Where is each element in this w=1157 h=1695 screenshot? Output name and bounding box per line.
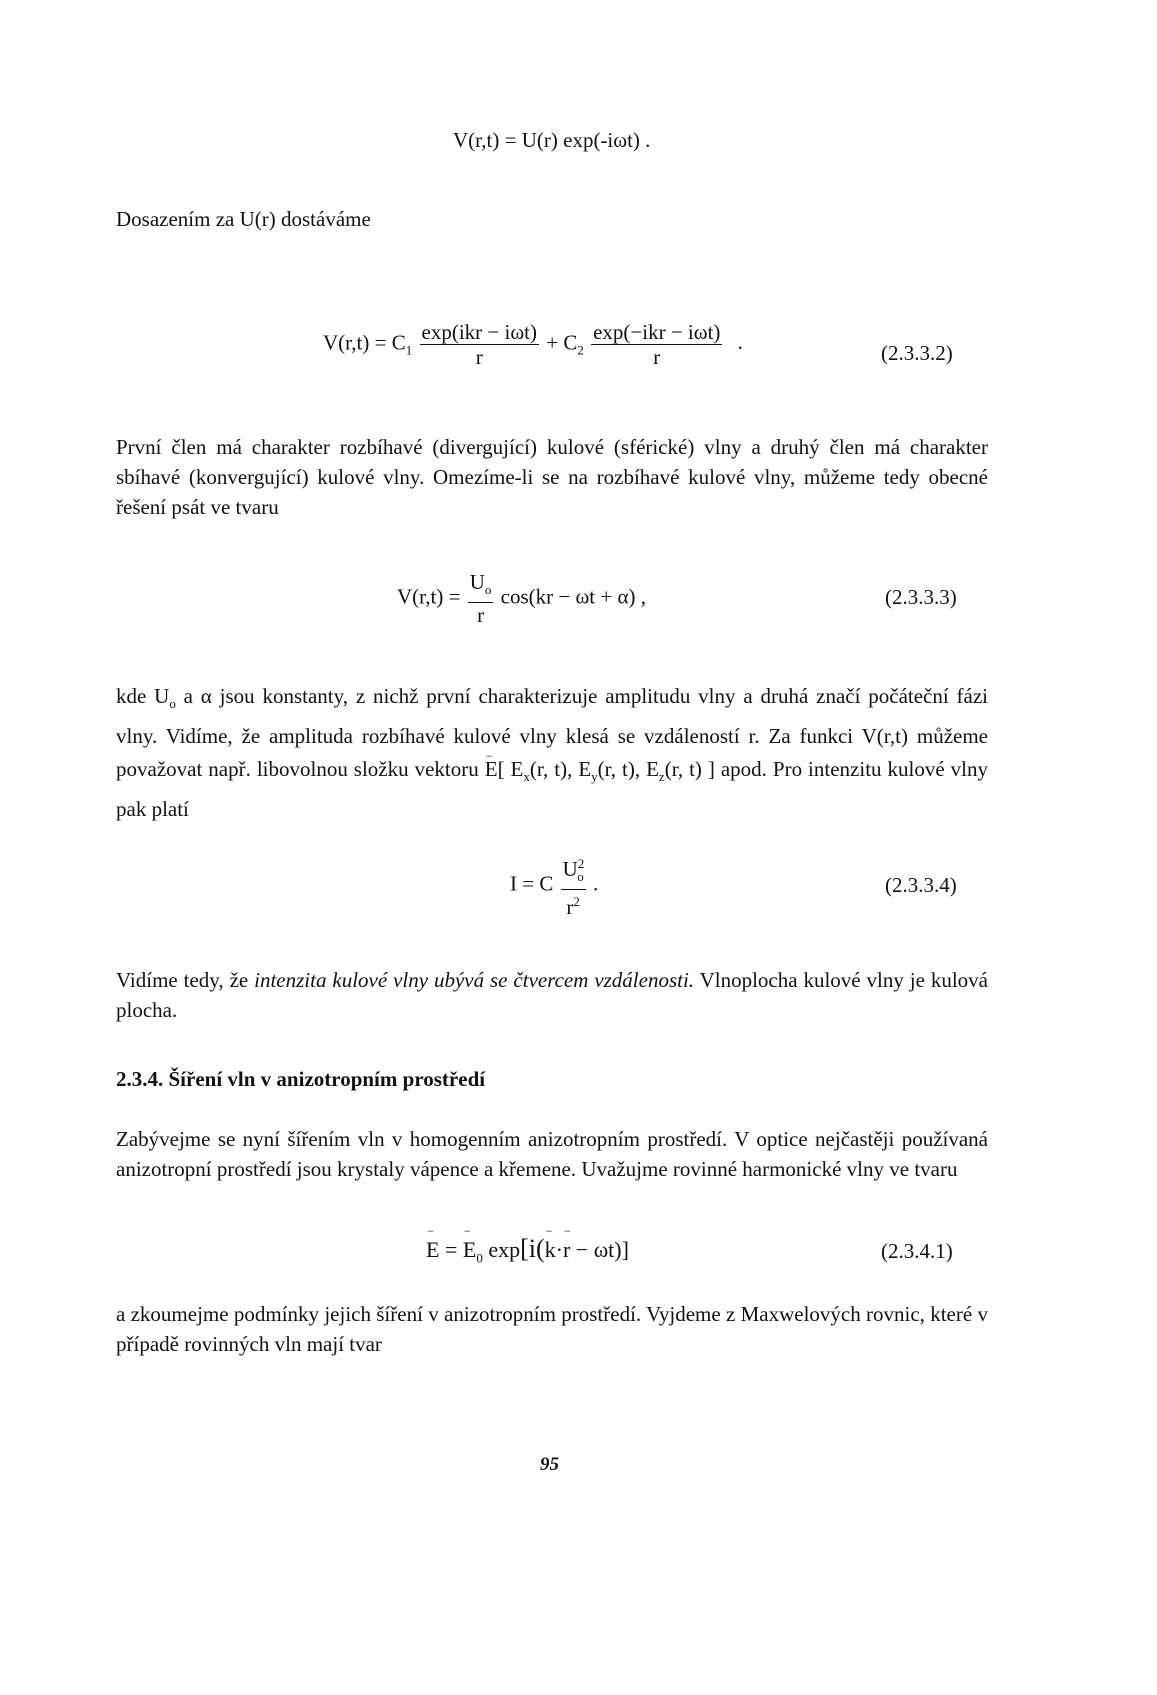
kde-part-c: [ E <box>497 757 524 782</box>
kde-y-sub: y <box>591 769 598 785</box>
eq2341-eq: = <box>439 1237 463 1262</box>
page-number: 95 <box>540 1454 559 1475</box>
kde-vector-e: − E <box>485 753 498 786</box>
vidime-italic: intenzita kulové vlny ubývá se čtvercem vzdálenosti. <box>254 968 695 992</box>
eq2332-num1: exp(ikr − iωt) <box>421 320 537 344</box>
section-heading: 2.3.4. Šíření vln v anizotropním prostředí <box>116 1067 486 1091</box>
eq2334-num: U <box>562 857 578 881</box>
eq2334-num-sub: o <box>577 869 584 885</box>
eq2341-r: − r <box>563 1237 570 1263</box>
eq2334-num-wrap <box>561 852 586 889</box>
equation-number-2-3-3-4: (2.3.3.4) <box>885 873 957 897</box>
eq2341-e1: − E <box>426 1237 439 1263</box>
eq2341-bracket: [i( <box>520 1234 545 1263</box>
equation-2-3-4-1 <box>426 1234 629 1266</box>
kde-part-b: a α jsou konstanty, z nichž první charakterizuje amplitudu vlny a druhá značí počáteční fázi vlny. Vidíme, že amplituda rozbíhavé kulové vlny klesá se vzdáleností r. Za funkci V(r,t) můžeme považovat např. libovolnou složku vektoru <box>116 684 988 782</box>
kde-part-e: (r, t), E <box>597 757 659 782</box>
paragraph-prvni-clen: První člen má charakter rozbíhavé (divergující) kulové (sférické) vlny a druhý člen má charakter sbíhavé (konvergující) kulové vlny. Omezíme-li se na rozbíhavé kulové vlny, můžeme tedy obecné řešení psát ve tvaru <box>116 435 988 519</box>
eq2334-den: r <box>566 895 574 920</box>
equation-v-rt-lhs: V(r,t) = U(r) exp(-iωt) <box>453 128 640 152</box>
eq2332-plus: + C <box>546 330 578 355</box>
eq2341-dot: · <box>555 1237 563 1262</box>
kde-part-f: (r, t) ] apod. Pro intenzitu kulové vlny pak platí <box>116 757 988 822</box>
paragraph-kde <box>116 680 988 826</box>
eq2333-den: r <box>468 602 494 627</box>
eq2341-tail: − ωt)] <box>570 1237 629 1262</box>
eq2341-e2-sub: 0 <box>476 1250 483 1266</box>
equation-number-2-3-4-1: (2.3.4.1) <box>881 1239 953 1263</box>
eq2332-end: . <box>737 330 743 355</box>
eq2333-fraction <box>468 570 494 627</box>
paragraph-zabyvejme: Zabývejme se nyní šířením vln v homogenním anizotropním prostředí. V optice nejčastěji používaná anizotropní prostředí jsou krystaly vápence a křemene. Uvažujme rovinné harmonické vlny ve tvaru <box>116 1127 988 1181</box>
eq2332-den1: r <box>420 344 539 369</box>
eq2332-den2: r <box>591 344 722 369</box>
vidime-part-b: Vlnoplocha kulové vlny je kulová plocha. <box>116 968 988 1022</box>
equation-2-3-3-2 <box>323 320 743 369</box>
eq2333-num: U <box>469 570 485 594</box>
equation-2-3-3-3 <box>397 570 646 627</box>
eq2334-den-sup: 2 <box>573 894 580 910</box>
kde-z-sub: z <box>658 769 665 785</box>
kde-x-sub: x <box>523 769 530 785</box>
paragraph-dosazenim: Dosazením za U(r) dostáváme <box>116 207 371 231</box>
eq2334-lhs: I = C <box>510 871 554 896</box>
eq2332-fraction-1 <box>420 320 539 369</box>
eq2341-e2: − E <box>463 1237 476 1263</box>
equation-v-rt <box>453 128 650 153</box>
kde-u-sub: o <box>169 696 176 712</box>
eq2332-num2: exp(−ikr − iωt) <box>593 320 721 344</box>
equation-number-2-3-3-3: (2.3.3.3) <box>885 585 957 609</box>
eq2332-c1-sub: 1 <box>405 342 413 358</box>
eq2341-exp: exp <box>482 1237 521 1262</box>
equation-v-rt-end: . <box>645 128 651 152</box>
eq2341-k: − k <box>545 1237 556 1263</box>
eq2334-end: . <box>593 871 599 896</box>
kde-part-d: (r, t), E <box>529 757 592 782</box>
equation-2-3-3-4 <box>510 852 598 919</box>
eq2334-den-wrap <box>561 889 586 919</box>
eq2332-c2-sub: 2 <box>577 342 584 358</box>
eq2333-num-sub: o <box>484 582 492 598</box>
eq2334-num-sup: 2 <box>577 856 585 871</box>
eq2333-lhs: V(r,t) = <box>397 584 461 609</box>
eq2333-rhs: cos(kr − ωt + α) , <box>500 584 646 609</box>
equation-number-2-3-3-2: (2.3.3.2) <box>881 341 953 365</box>
paragraph-a-zkoumejme: a zkoumejme podmínky jejich šíření v anizotropním prostředí. Vyjdeme z Maxwelových rovnic, které v případě rovinných vln mají tvar <box>116 1302 988 1356</box>
eq2334-fraction <box>561 852 586 919</box>
eq2332-fraction-2 <box>591 320 722 369</box>
eq2333-num-wrap <box>468 570 494 602</box>
kde-part-a: kde U <box>116 684 170 708</box>
vidime-part-a: Vidíme tedy, že <box>116 968 255 992</box>
paragraph-vidime <box>116 965 988 1025</box>
eq2332-lhs: V(r,t) = C <box>323 330 406 355</box>
